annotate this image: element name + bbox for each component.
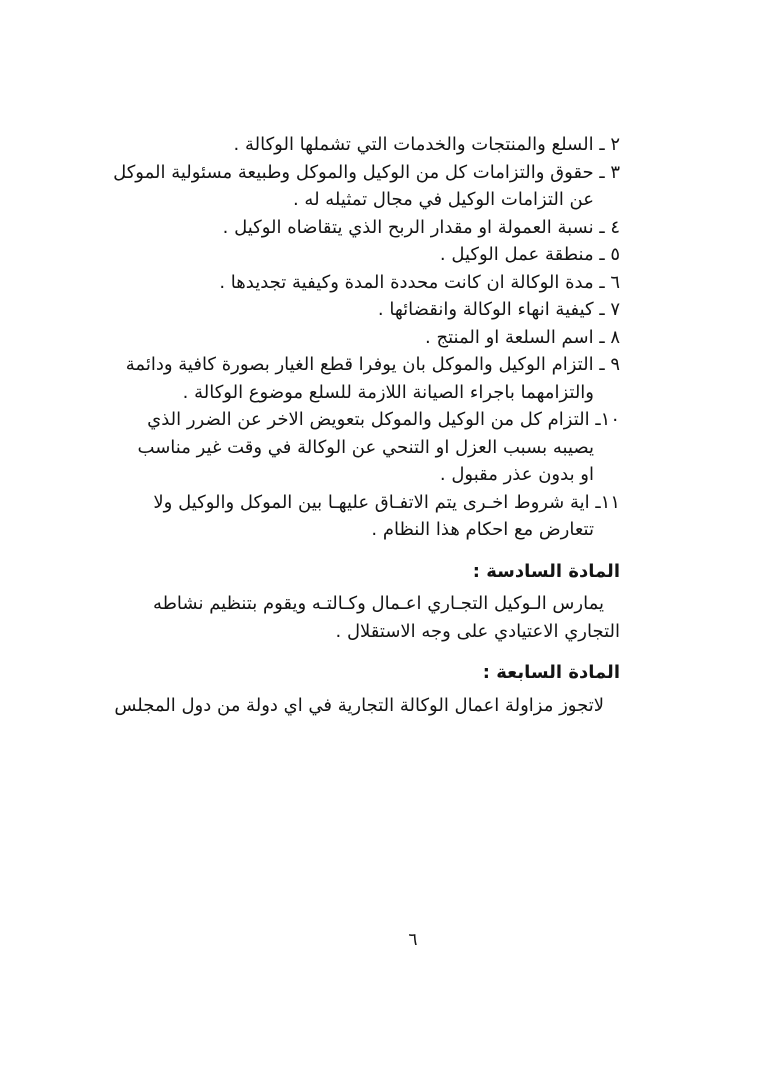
article-6-body-line-1: يمارس الـوكيل التجـاري اعـمال وكـالتـه ويقوم بتنظيم نشاطه — [152, 593, 604, 614]
list-item-4: ٤ ـ نسبة العمولة او مقدار الربح الذي يتقاضاه الوكيل . — [222, 216, 620, 238]
list-item-11-line-2: تتعارض مع احكام هذا النظام . — [371, 519, 594, 540]
document-text-block — [113, 131, 620, 719]
list-item-6: ٦ ـ مدة الوكالة ان كانت محددة المدة وكيفية تجديدها . — [219, 271, 620, 293]
list-item-5: ٥ ـ منطقة عمل الوكيل . — [439, 244, 620, 265]
article-7-heading: المادة السابعة : — [482, 662, 620, 683]
list-item-8: ٨ ـ اسم السلعة او المنتج . — [425, 326, 620, 348]
list-item-11-line-1: ١١ـ اية شروط اخـرى يتم الاتفـاق عليهـا بين الموكل والوكيل ولا — [153, 491, 620, 513]
list-item-10-line-3: او بدون عذر مقبول . — [439, 464, 594, 485]
list-item-9-line-2: والتزامهما باجراء الصيانة اللازمة للسلع موضوع الوكالة . — [182, 381, 594, 403]
list-item-10-line-1: ١٠ـ التزام كل من الوكيل والموكل بتعويض الاخر عن الضرر الذي — [147, 409, 620, 430]
page-number: ٦ — [408, 930, 418, 950]
list-item-7: ٧ ـ كيفية انهاء الوكالة وانقضائها . — [377, 299, 620, 320]
list-item-3-line-2: عن التزامات الوكيل في مجال تمثيله له . — [292, 189, 594, 210]
list-item-9-line-1: ٩ ـ التزام الوكيل والموكل بان يوفرا قطع الغيار بصورة كافية ودائمة — [125, 354, 620, 375]
list-item-10-line-2: يصيبه بسبب العزل او التنحي عن الوكالة في وقت غير مناسب — [137, 436, 594, 458]
article-7-body-line-1: لاتجوز مزاولة اعمال الوكالة التجارية في اي دولة من دول المجلس — [114, 694, 604, 716]
list-item-2: ٢ ـ السلع والمنتجات والخدمات التي تشملها الوكالة . — [233, 134, 620, 155]
article-6-body-line-2: التجاري الاعتيادي على وجه الاستقلال . — [335, 620, 620, 642]
list-item-3-line-1: ٣ ـ حقوق والتزامات كل من الوكيل والموكل وطبيعة مسئولية الموكل — [113, 161, 620, 183]
article-6-heading: المادة السادسة : — [472, 560, 620, 582]
